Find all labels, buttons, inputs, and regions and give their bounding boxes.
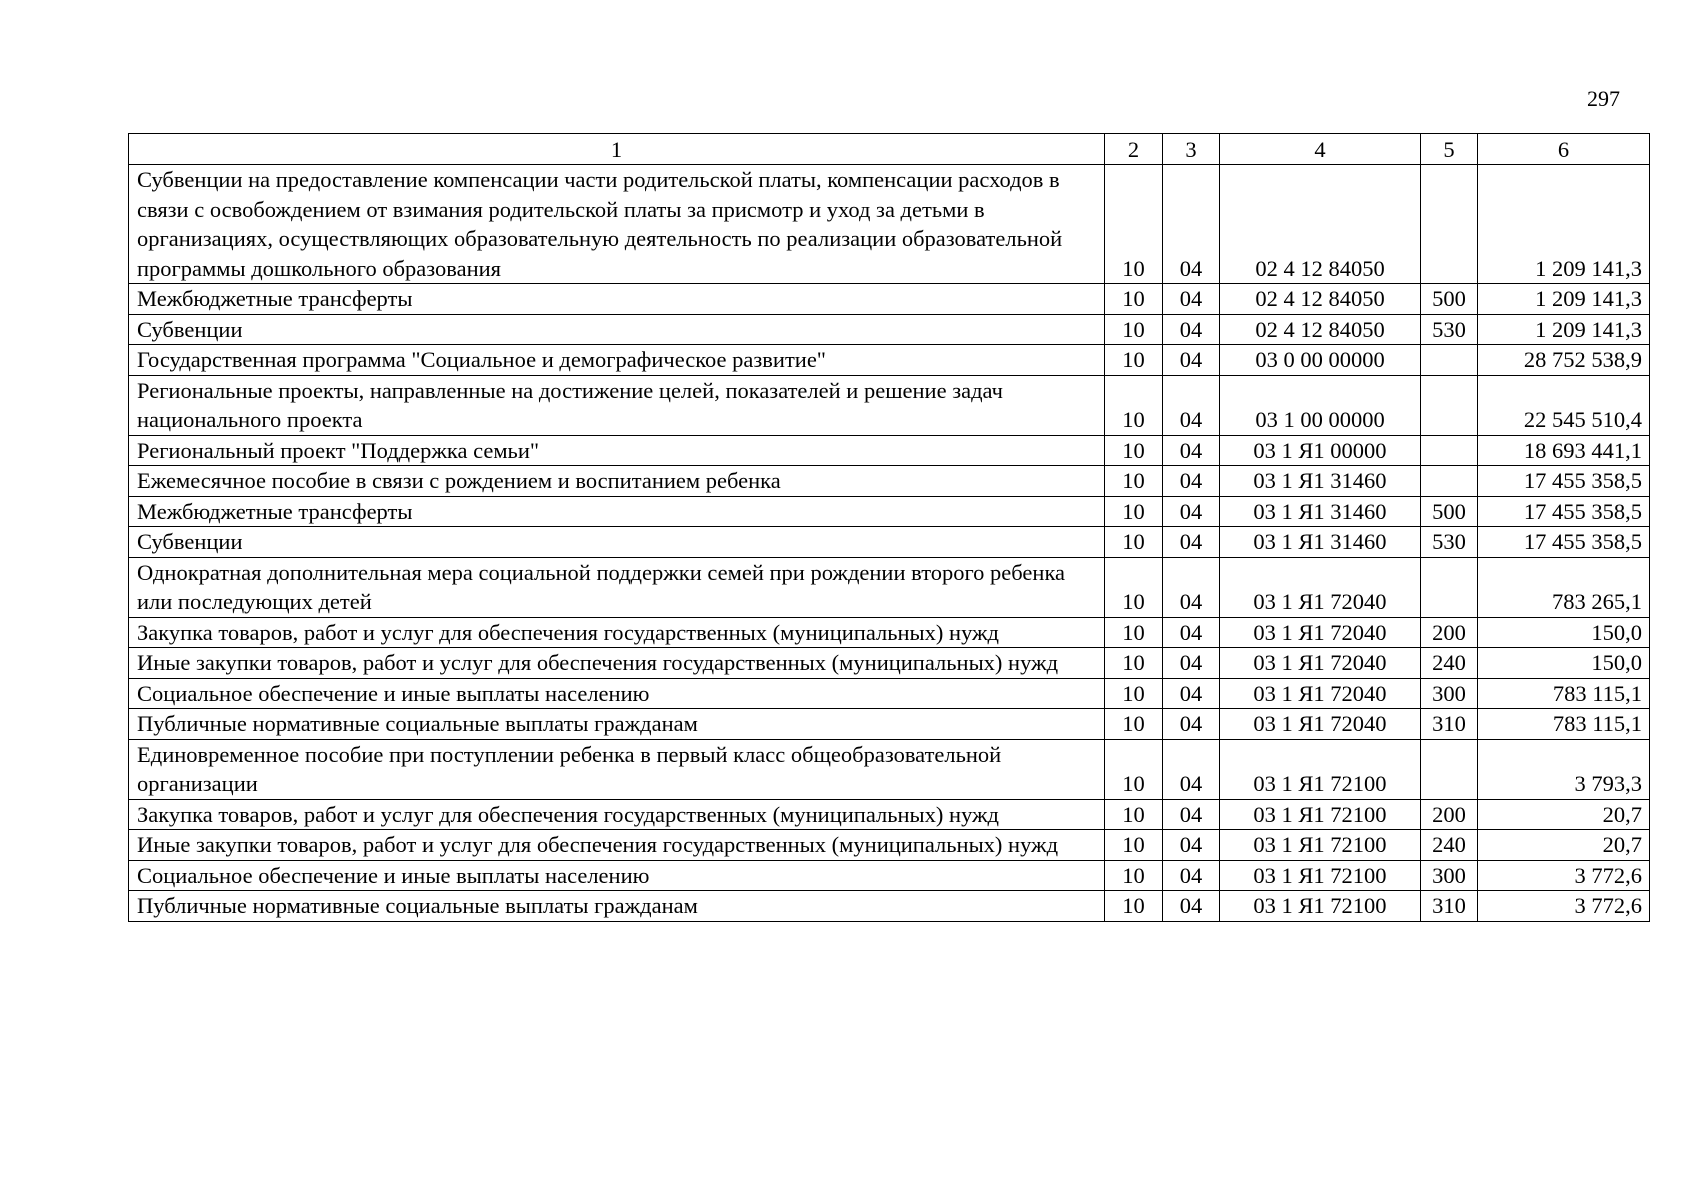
table-row xyxy=(129,557,1650,617)
table-row xyxy=(129,617,1650,648)
section-cell: 10 xyxy=(1105,527,1163,558)
expense-type-cell: 300 xyxy=(1421,860,1478,891)
row-name-cell: Единовременное пособие при поступлении ребенка в первый класс общеобразовательной организации xyxy=(129,739,1105,799)
subsection-cell: 04 xyxy=(1163,284,1220,315)
target-article-cell: 03 1 00 00000 xyxy=(1220,375,1421,435)
target-article-cell: 03 1 Я1 72040 xyxy=(1220,678,1421,709)
target-article-cell: 03 1 Я1 72100 xyxy=(1220,799,1421,830)
table-row xyxy=(129,435,1650,466)
amount-cell: 17 455 358,5 xyxy=(1478,496,1650,527)
section-cell: 10 xyxy=(1105,709,1163,740)
section-cell: 10 xyxy=(1105,345,1163,376)
target-article-cell: 03 1 Я1 72040 xyxy=(1220,557,1421,617)
row-name-cell: Публичные нормативные социальные выплаты гражданам xyxy=(129,891,1105,922)
amount-cell: 20,7 xyxy=(1478,830,1650,861)
expense-type-cell: 500 xyxy=(1421,496,1478,527)
row-name-cell: Социальное обеспечение и иные выплаты населению xyxy=(129,860,1105,891)
row-name-cell: Субвенции xyxy=(129,314,1105,345)
table-row xyxy=(129,799,1650,830)
expense-type-cell: 300 xyxy=(1421,678,1478,709)
target-article-cell: 03 1 Я1 72040 xyxy=(1220,709,1421,740)
amount-cell: 1 209 141,3 xyxy=(1478,284,1650,315)
budget-table xyxy=(128,133,1650,922)
subsection-cell: 04 xyxy=(1163,435,1220,466)
section-cell: 10 xyxy=(1105,678,1163,709)
subsection-cell: 04 xyxy=(1163,527,1220,558)
target-article-cell: 03 1 Я1 72100 xyxy=(1220,830,1421,861)
target-article-cell: 03 1 Я1 72100 xyxy=(1220,739,1421,799)
table-row xyxy=(129,375,1650,435)
table-row xyxy=(129,860,1650,891)
row-name-cell: Межбюджетные трансферты xyxy=(129,284,1105,315)
column-header-4: 4 xyxy=(1220,134,1421,165)
amount-cell: 18 693 441,1 xyxy=(1478,435,1650,466)
row-name-cell: Межбюджетные трансферты xyxy=(129,496,1105,527)
subsection-cell: 04 xyxy=(1163,375,1220,435)
amount-cell: 1 209 141,3 xyxy=(1478,165,1650,284)
amount-cell: 783 115,1 xyxy=(1478,678,1650,709)
section-cell: 10 xyxy=(1105,557,1163,617)
table-row xyxy=(129,678,1650,709)
expense-type-cell xyxy=(1421,435,1478,466)
amount-cell: 17 455 358,5 xyxy=(1478,527,1650,558)
expense-type-cell: 530 xyxy=(1421,314,1478,345)
amount-cell: 1 209 141,3 xyxy=(1478,314,1650,345)
target-article-cell: 03 1 Я1 72040 xyxy=(1220,617,1421,648)
amount-cell: 3 793,3 xyxy=(1478,739,1650,799)
target-article-cell: 03 1 Я1 72100 xyxy=(1220,891,1421,922)
subsection-cell: 04 xyxy=(1163,891,1220,922)
subsection-cell: 04 xyxy=(1163,314,1220,345)
row-name-cell: Закупка товаров, работ и услуг для обеспечения государственных (муниципальных) нужд xyxy=(129,799,1105,830)
column-header-3: 3 xyxy=(1163,134,1220,165)
table-row xyxy=(129,739,1650,799)
table-row xyxy=(129,891,1650,922)
expense-type-cell: 240 xyxy=(1421,648,1478,679)
section-cell: 10 xyxy=(1105,284,1163,315)
row-name-cell: Однократная дополнительная мера социальной поддержки семей при рождении второго ребенка или последующих детей xyxy=(129,557,1105,617)
target-article-cell: 03 1 Я1 72040 xyxy=(1220,648,1421,679)
section-cell: 10 xyxy=(1105,799,1163,830)
expense-type-cell xyxy=(1421,345,1478,376)
column-header-1: 1 xyxy=(129,134,1105,165)
section-cell: 10 xyxy=(1105,466,1163,497)
table-row xyxy=(129,345,1650,376)
column-header-6: 6 xyxy=(1478,134,1650,165)
table-row xyxy=(129,830,1650,861)
column-header-5: 5 xyxy=(1421,134,1478,165)
subsection-cell: 04 xyxy=(1163,165,1220,284)
subsection-cell: 04 xyxy=(1163,799,1220,830)
subsection-cell: 04 xyxy=(1163,466,1220,497)
subsection-cell: 04 xyxy=(1163,709,1220,740)
table-body xyxy=(129,165,1650,922)
row-name-cell: Социальное обеспечение и иные выплаты населению xyxy=(129,678,1105,709)
subsection-cell: 04 xyxy=(1163,557,1220,617)
row-name-cell: Региональные проекты, направленные на достижение целей, показателей и решение задач национального проекта xyxy=(129,375,1105,435)
section-cell: 10 xyxy=(1105,739,1163,799)
target-article-cell: 03 1 Я1 31460 xyxy=(1220,527,1421,558)
expense-type-cell: 500 xyxy=(1421,284,1478,315)
amount-cell: 28 752 538,9 xyxy=(1478,345,1650,376)
table-row xyxy=(129,314,1650,345)
target-article-cell: 02 4 12 84050 xyxy=(1220,284,1421,315)
target-article-cell: 02 4 12 84050 xyxy=(1220,314,1421,345)
row-name-cell: Публичные нормативные социальные выплаты гражданам xyxy=(129,709,1105,740)
expense-type-cell: 310 xyxy=(1421,891,1478,922)
table-row xyxy=(129,709,1650,740)
table-row xyxy=(129,165,1650,284)
section-cell: 10 xyxy=(1105,165,1163,284)
subsection-cell: 04 xyxy=(1163,739,1220,799)
row-name-cell: Иные закупки товаров, работ и услуг для обеспечения государственных (муниципальных) нужд xyxy=(129,830,1105,861)
table-row xyxy=(129,466,1650,497)
subsection-cell: 04 xyxy=(1163,648,1220,679)
expense-type-cell: 200 xyxy=(1421,617,1478,648)
subsection-cell: 04 xyxy=(1163,830,1220,861)
row-name-cell: Иные закупки товаров, работ и услуг для обеспечения государственных (муниципальных) нужд xyxy=(129,648,1105,679)
target-article-cell: 02 4 12 84050 xyxy=(1220,165,1421,284)
row-name-cell: Закупка товаров, работ и услуг для обеспечения государственных (муниципальных) нужд xyxy=(129,617,1105,648)
expense-type-cell xyxy=(1421,375,1478,435)
amount-cell: 3 772,6 xyxy=(1478,860,1650,891)
table-row xyxy=(129,648,1650,679)
expense-type-cell xyxy=(1421,739,1478,799)
section-cell: 10 xyxy=(1105,375,1163,435)
expense-type-cell: 530 xyxy=(1421,527,1478,558)
section-cell: 10 xyxy=(1105,617,1163,648)
row-name-cell: Ежемесячное пособие в связи с рождением и воспитанием ребенка xyxy=(129,466,1105,497)
expense-type-cell xyxy=(1421,165,1478,284)
target-article-cell: 03 0 00 00000 xyxy=(1220,345,1421,376)
amount-cell: 20,7 xyxy=(1478,799,1650,830)
subsection-cell: 04 xyxy=(1163,678,1220,709)
amount-cell: 150,0 xyxy=(1478,648,1650,679)
row-name-cell: Государственная программа "Социальное и демографическое развитие" xyxy=(129,345,1105,376)
section-cell: 10 xyxy=(1105,435,1163,466)
subsection-cell: 04 xyxy=(1163,617,1220,648)
amount-cell: 22 545 510,4 xyxy=(1478,375,1650,435)
expense-type-cell: 240 xyxy=(1421,830,1478,861)
amount-cell: 783 265,1 xyxy=(1478,557,1650,617)
target-article-cell: 03 1 Я1 31460 xyxy=(1220,466,1421,497)
section-cell: 10 xyxy=(1105,830,1163,861)
section-cell: 10 xyxy=(1105,860,1163,891)
table-row xyxy=(129,496,1650,527)
section-cell: 10 xyxy=(1105,314,1163,345)
section-cell: 10 xyxy=(1105,648,1163,679)
row-name-cell: Субвенции xyxy=(129,527,1105,558)
section-cell: 10 xyxy=(1105,496,1163,527)
amount-cell: 3 772,6 xyxy=(1478,891,1650,922)
amount-cell: 150,0 xyxy=(1478,617,1650,648)
subsection-cell: 04 xyxy=(1163,860,1220,891)
section-cell: 10 xyxy=(1105,891,1163,922)
subsection-cell: 04 xyxy=(1163,496,1220,527)
row-name-cell: Региональный проект "Поддержка семьи" xyxy=(129,435,1105,466)
target-article-cell: 03 1 Я1 72100 xyxy=(1220,860,1421,891)
expense-type-cell xyxy=(1421,557,1478,617)
table-row xyxy=(129,527,1650,558)
expense-type-cell: 200 xyxy=(1421,799,1478,830)
target-article-cell: 03 1 Я1 31460 xyxy=(1220,496,1421,527)
table-row xyxy=(129,284,1650,315)
column-header-2: 2 xyxy=(1105,134,1163,165)
expense-type-cell: 310 xyxy=(1421,709,1478,740)
amount-cell: 17 455 358,5 xyxy=(1478,466,1650,497)
row-name-cell: Субвенции на предоставление компенсации части родительской платы, компенсации расходов в связи с освобождением от взимания родительской платы за присмотр и уход за детьми в организациях, осуществляющих образовательную деятельность по реализации образовательной программы дошкольного образования xyxy=(129,165,1105,284)
amount-cell: 783 115,1 xyxy=(1478,709,1650,740)
subsection-cell: 04 xyxy=(1163,345,1220,376)
target-article-cell: 03 1 Я1 00000 xyxy=(1220,435,1421,466)
expense-type-cell xyxy=(1421,466,1478,497)
page-number: 297 xyxy=(1587,86,1620,111)
header-row xyxy=(129,134,1650,165)
